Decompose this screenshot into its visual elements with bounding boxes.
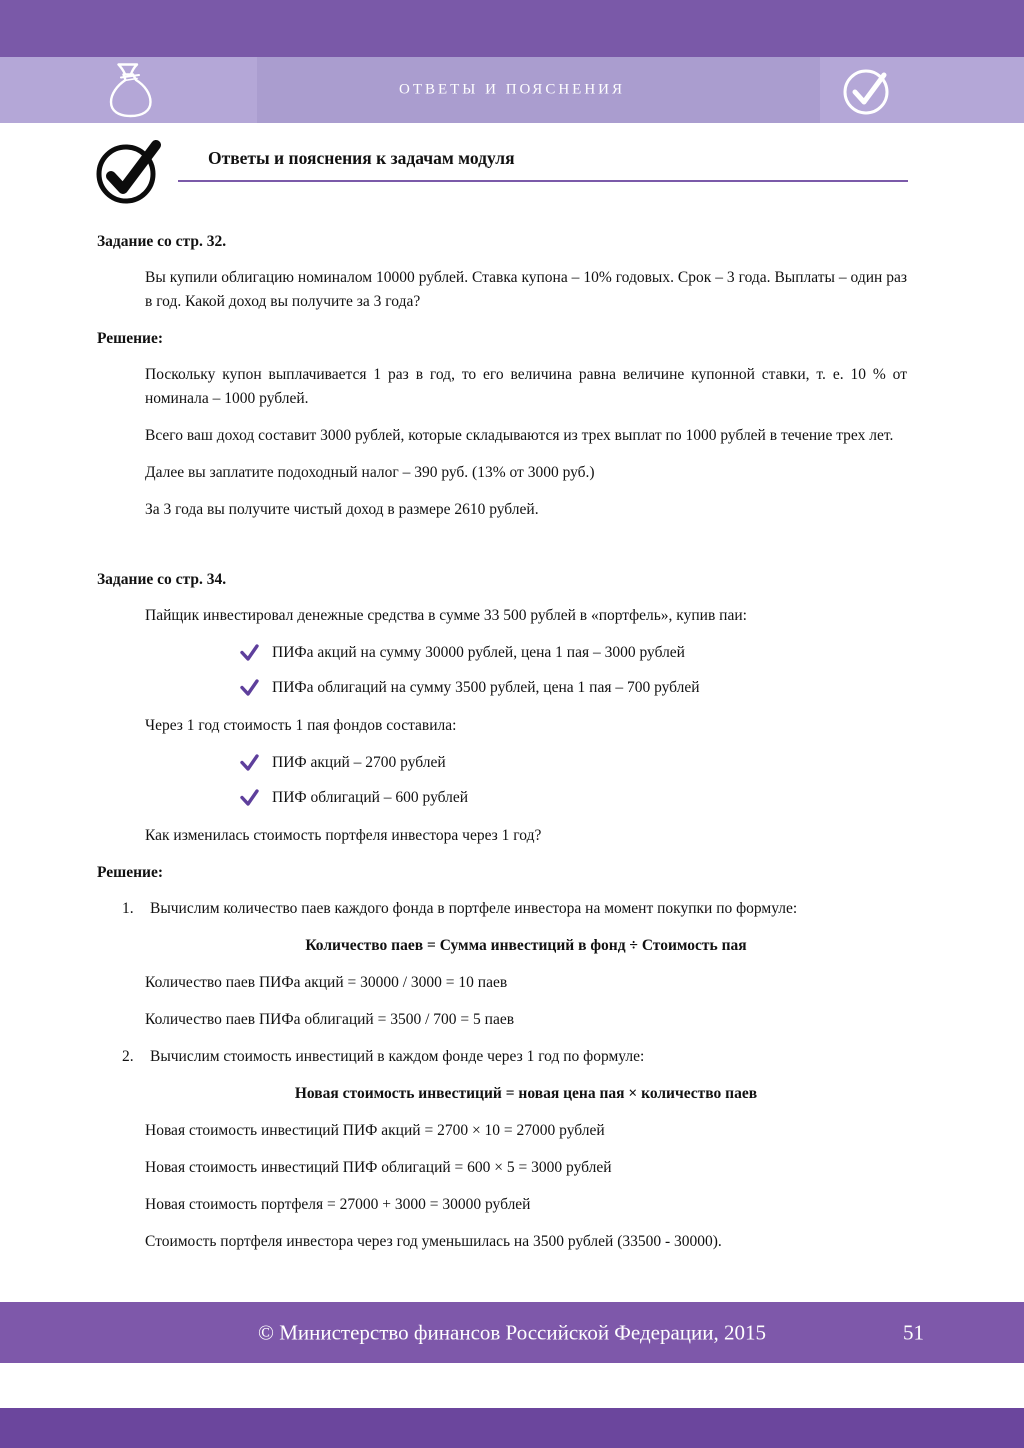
list-item-text: ПИФа облигаций на сумму 3500 рублей, цена 1 пая – 700 рублей bbox=[272, 679, 700, 697]
task1-solution-label: Решение: bbox=[97, 330, 164, 348]
calculation-line: Количество паев ПИФа акций = 30000 / 3000 = 10 паев bbox=[145, 974, 508, 992]
section-title: Ответы и пояснения к задачам модуля bbox=[208, 148, 515, 168]
formula: Новая стоимость инвестиций = новая цена пая × количество паев bbox=[294, 1085, 758, 1103]
task2-intro: Пайщик инвестировал денежные средства в сумме 33 500 рублей в «портфель», купив паи: bbox=[145, 607, 747, 625]
top-accent-bar bbox=[0, 0, 1024, 57]
section-check-circle-icon bbox=[92, 136, 168, 211]
check-icon bbox=[240, 679, 260, 704]
check-icon bbox=[240, 644, 260, 669]
step-text: Вычислим стоимость инвестиций в каждом фонде через 1 год по формуле: bbox=[150, 1048, 645, 1066]
task2-conclusion: Стоимость портфеля инвестора через год уменьшилась на 3500 рублей (33500 - 30000). bbox=[145, 1233, 722, 1251]
solution-step bbox=[122, 1045, 907, 1069]
check-icon bbox=[240, 754, 260, 779]
calculation-line: Новая стоимость портфеля = 27000 + 3000 = 30000 рублей bbox=[145, 1196, 531, 1214]
task1-solution-paragraph: Поскольку купон выплачивается 1 раз в год, то его величина равна величине купонной ставки, т. е. 10 % от номинала – 1000 рублей. bbox=[145, 366, 907, 408]
purchase-bullet-list bbox=[97, 641, 907, 704]
task1-solution-paragraph: За 3 года вы получите чистый доход в размере 2610 рублей. bbox=[145, 501, 539, 519]
check-icon bbox=[240, 789, 260, 814]
calculation-line: Новая стоимость инвестиций ПИФ акций = 2700 × 10 = 27000 рублей bbox=[145, 1122, 605, 1140]
page-footer-bar bbox=[0, 1302, 1024, 1363]
list-item-text: ПИФ облигаций – 600 рублей bbox=[272, 789, 469, 807]
task2-solution-label: Решение: bbox=[97, 864, 164, 882]
list-item-text: ПИФа акций на сумму 30000 рублей, цена 1 пая – 3000 рублей bbox=[272, 644, 685, 662]
step-text: Вычислим количество паев каждого фонда в портфеле инвестора на момент покупки по формуле: bbox=[150, 900, 798, 918]
task1-solution-paragraph: Всего ваш доход составит 3000 рублей, которые складываются из трех выплат по 1000 рублей в течение трех лет. bbox=[145, 427, 894, 445]
step-number: 2. bbox=[122, 1048, 134, 1066]
list-item bbox=[240, 641, 907, 669]
solution-step bbox=[122, 897, 907, 921]
running-header-title: ОТВЕТЫ И ПОЯСНЕНИЯ bbox=[398, 81, 625, 98]
page-number: 51 bbox=[903, 1320, 924, 1344]
list-item bbox=[240, 751, 907, 779]
content-area bbox=[97, 230, 907, 1267]
bottom-accent-bar bbox=[0, 1408, 1024, 1448]
task2-after-year-label: Через 1 год стоимость 1 пая фондов составила: bbox=[145, 717, 457, 735]
list-item-text: ПИФ акций – 2700 рублей bbox=[272, 754, 446, 772]
task1-title: Задание со стр. 32. bbox=[97, 233, 227, 250]
check-circle-icon bbox=[838, 62, 894, 123]
task1-solution-paragraph: Далее вы заплатите подоходный налог – 390 руб. (13% от 3000 руб.) bbox=[145, 464, 595, 482]
task2-question: Как изменилась стоимость портфеля инвестора через 1 год? bbox=[145, 827, 542, 845]
page-header-band bbox=[0, 57, 1024, 123]
section-divider bbox=[178, 180, 908, 182]
task1-problem: Вы купили облигацию номиналом 10000 рублей. Ставка купона – 10% годовых. Срок – 3 года. Выплаты – один раз в год. Какой доход вы получите за 3 года? bbox=[145, 269, 907, 311]
formula: Количество паев = Сумма инвестиций в фонд ÷ Стоимость пая bbox=[305, 937, 747, 955]
step-number: 1. bbox=[122, 900, 134, 918]
task2-title: Задание со стр. 34. bbox=[97, 571, 227, 589]
list-item bbox=[240, 786, 907, 814]
copyright-text: © Министерство финансов Российской Федерации, 2015 bbox=[258, 1320, 766, 1344]
calculation-line: Количество паев ПИФа облигаций = 3500 / 700 = 5 паев bbox=[145, 1011, 515, 1029]
after-year-bullet-list bbox=[97, 751, 907, 814]
calculation-line: Новая стоимость инвестиций ПИФ облигаций = 600 × 5 = 3000 рублей bbox=[145, 1159, 612, 1177]
list-item bbox=[240, 676, 907, 704]
